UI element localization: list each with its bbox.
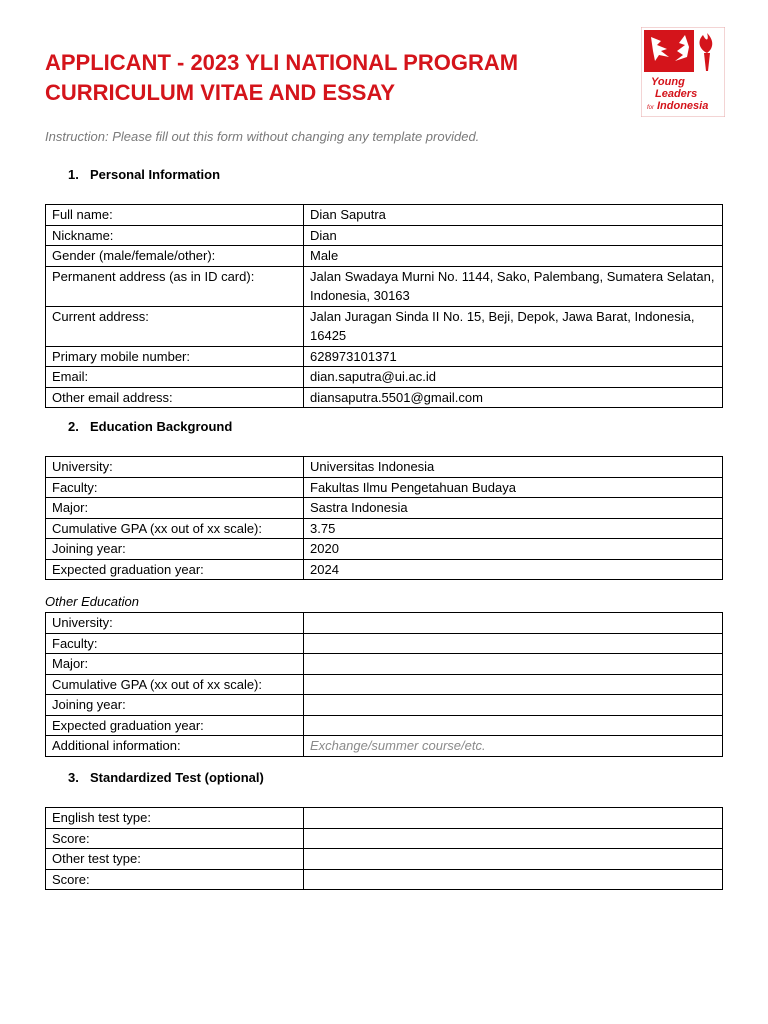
logo-word-indonesia: Indonesia [657,100,709,112]
row-value[interactable] [304,828,723,849]
row-value[interactable]: Jalan Swadaya Murni No. 1144, Sako, Palembang, Sumatera Selatan, Indonesia, 30163 [304,266,723,306]
section-number: 2. [68,419,79,434]
document-title [45,48,518,108]
table-row [46,869,723,890]
logo-word-young: Young [651,76,685,88]
title-line-2: CURRICULUM VITAE AND ESSAY [45,80,395,105]
table-row [46,715,723,736]
row-value[interactable]: 3.75 [304,518,723,539]
table-row [46,849,723,870]
row-label: Faculty: [46,477,304,498]
table-row [46,498,723,519]
table-row [46,518,723,539]
section-title: Standardized Test (optional) [90,770,264,785]
logo-word-leaders: Leaders [655,88,698,100]
row-label: Other test type: [46,849,304,870]
table-row [46,808,723,829]
table-row [46,246,723,267]
table-row [46,225,723,246]
table-row [46,559,723,580]
table-row [46,695,723,716]
row-value[interactable] [304,715,723,736]
row-label: Score: [46,869,304,890]
row-label: Expected graduation year: [46,715,304,736]
section-heading-tests [68,770,264,785]
table-row [46,457,723,478]
row-value[interactable]: Dian Saputra [304,205,723,226]
row-value[interactable]: Fakultas Ilmu Pengetahuan Budaya [304,477,723,498]
section-number: 1. [68,167,79,182]
section-number: 3. [68,770,79,785]
table-row [46,306,723,346]
row-label: Joining year: [46,695,304,716]
row-value[interactable] [304,613,723,634]
row-label: Gender (male/female/other): [46,246,304,267]
table-row [46,539,723,560]
row-value[interactable]: Jalan Juragan Sinda II No. 15, Beji, Depok, Jawa Barat, Indonesia, 16425 [304,306,723,346]
table-row [46,346,723,367]
table-row [46,633,723,654]
section-title: Personal Information [90,167,221,182]
row-value[interactable]: Dian [304,225,723,246]
table-row [46,205,723,226]
logo-word-for: for [647,105,655,111]
row-value[interactable] [304,869,723,890]
row-label: Other email address: [46,387,304,408]
other-education-table [45,612,723,757]
table-row [46,387,723,408]
row-value[interactable]: Male [304,246,723,267]
table-row [46,828,723,849]
additional-info-placeholder[interactable]: Exchange/summer course/etc. [304,736,723,757]
row-label: Faculty: [46,633,304,654]
table-row [46,613,723,634]
row-label: Joining year: [46,539,304,560]
row-label: Current address: [46,306,304,346]
row-label: University: [46,457,304,478]
row-label: Full name: [46,205,304,226]
section-title: Education Background [90,419,233,434]
row-label: English test type: [46,808,304,829]
row-label: Permanent address (as in ID card): [46,266,304,306]
row-label: Expected graduation year: [46,559,304,580]
row-value[interactable] [304,695,723,716]
table-row [46,654,723,675]
row-label: Nickname: [46,225,304,246]
yli-logo [641,27,725,117]
row-value[interactable]: 2024 [304,559,723,580]
table-row [46,477,723,498]
other-education-heading: Other Education [45,594,139,609]
title-line-1: APPLICANT - 2023 YLI NATIONAL PROGRAM [45,50,519,75]
table-row [46,736,723,757]
section-heading-education [68,419,232,434]
row-value[interactable]: Sastra Indonesia [304,498,723,519]
row-label: Score: [46,828,304,849]
row-value[interactable]: 2020 [304,539,723,560]
row-value[interactable]: 628973101371 [304,346,723,367]
section-heading-personal [68,167,220,182]
row-value[interactable] [304,849,723,870]
row-label: Major: [46,498,304,519]
row-value[interactable] [304,633,723,654]
row-label: Cumulative GPA (xx out of xx scale): [46,518,304,539]
table-row [46,674,723,695]
instruction-text: Instruction: Please fill out this form without changing any template provided. [45,129,480,144]
row-value[interactable] [304,674,723,695]
table-row [46,266,723,306]
standardized-test-table [45,807,723,890]
row-label: University: [46,613,304,634]
row-value[interactable] [304,654,723,675]
row-value[interactable] [304,808,723,829]
table-row [46,367,723,388]
row-value[interactable]: diansaputra.5501@gmail.com [304,387,723,408]
row-label: Cumulative GPA (xx out of xx scale): [46,674,304,695]
row-label: Email: [46,367,304,388]
row-label: Additional information: [46,736,304,757]
row-label: Major: [46,654,304,675]
row-value[interactable]: dian.saputra@ui.ac.id [304,367,723,388]
personal-info-table [45,204,723,408]
education-table [45,456,723,580]
row-label: Primary mobile number: [46,346,304,367]
row-value[interactable]: Universitas Indonesia [304,457,723,478]
